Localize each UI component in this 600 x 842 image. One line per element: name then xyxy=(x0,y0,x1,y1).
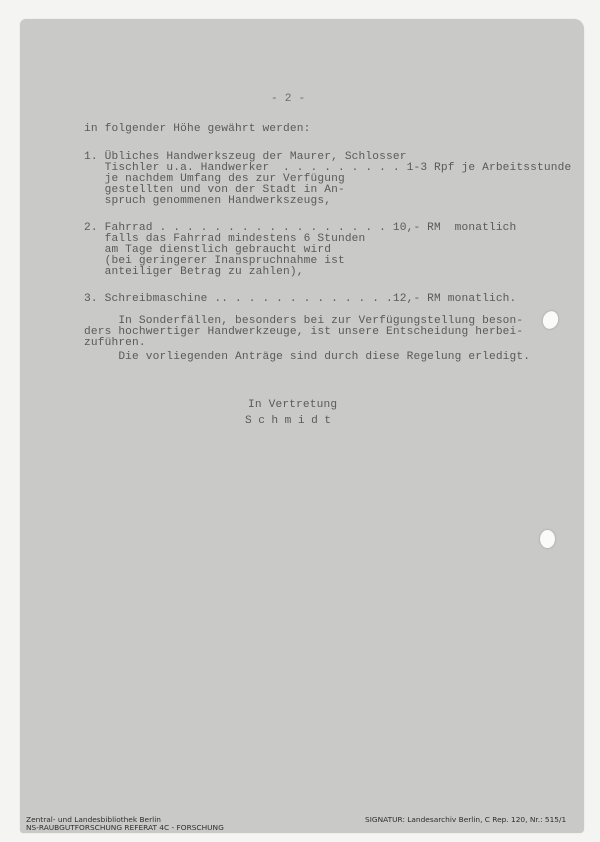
line: am Tage dienstlich gebraucht wird xyxy=(84,244,332,256)
line: In Sonderfällen, besonders bei zur Verfügungstellung beson- xyxy=(84,315,524,327)
footer-signature: SIGNATUR: Landesarchiv Berlin, C Rep. 120, Nr.: 515/1 xyxy=(365,815,567,824)
paragraph-conclusion xyxy=(84,352,530,363)
line: 1. Übliches Handwerkszeug der Maurer, Schlosser xyxy=(84,151,407,163)
footer-library xyxy=(26,816,224,832)
line: Die vorliegenden Anträge sind durch diese Regelung erledigt. xyxy=(84,351,531,363)
line: ders hochwertiger Handwerkzeuge, ist unsere Entscheidung herbei- xyxy=(84,326,524,338)
footer-department: NS-RAUBGUTFORSCHUNG REFERAT 4C - FORSCHUNG xyxy=(26,823,224,832)
punch-hole xyxy=(540,530,555,548)
line: 3. Schreibmaschine .. . . . . . . . . . . . .12,- RM monatlich. xyxy=(84,293,517,305)
list-item-typewriter xyxy=(84,294,516,305)
line: anteiliger Betrag zu zahlen), xyxy=(84,266,304,278)
paragraph-special-cases xyxy=(84,316,523,349)
line: Tischler u.a. Handwerker . . . . . . . . . 1-3 Rpf je Arbeitsstunde xyxy=(84,162,572,174)
line: je nachdem Umfang des zur Verfügung xyxy=(84,173,345,185)
signature-name: Schmidt xyxy=(245,415,338,427)
intro-text: in folgender Höhe gewährt werden: xyxy=(84,123,311,135)
page-number: - 2 - xyxy=(271,93,306,105)
footer-library-name: Zentral- und Landesbibliothek Berlin xyxy=(26,815,161,824)
list-item-bicycle xyxy=(84,223,516,278)
list-item-tools xyxy=(84,152,571,207)
line: spruch genommenen Handwerkszeugs, xyxy=(84,195,332,207)
line: gestellten und von der Stadt in An- xyxy=(84,184,345,196)
line: (bei geringerer Inanspruchnahme ist xyxy=(84,255,345,267)
line: falls das Fahrrad mindestens 6 Stunden xyxy=(84,233,366,245)
signature-title: In Vertretung xyxy=(248,399,338,411)
line: 2. Fahrrad . . . . . . . . . . . . . . . . . 10,- RM monatlich xyxy=(84,222,517,234)
line: zuführen. xyxy=(84,337,146,349)
